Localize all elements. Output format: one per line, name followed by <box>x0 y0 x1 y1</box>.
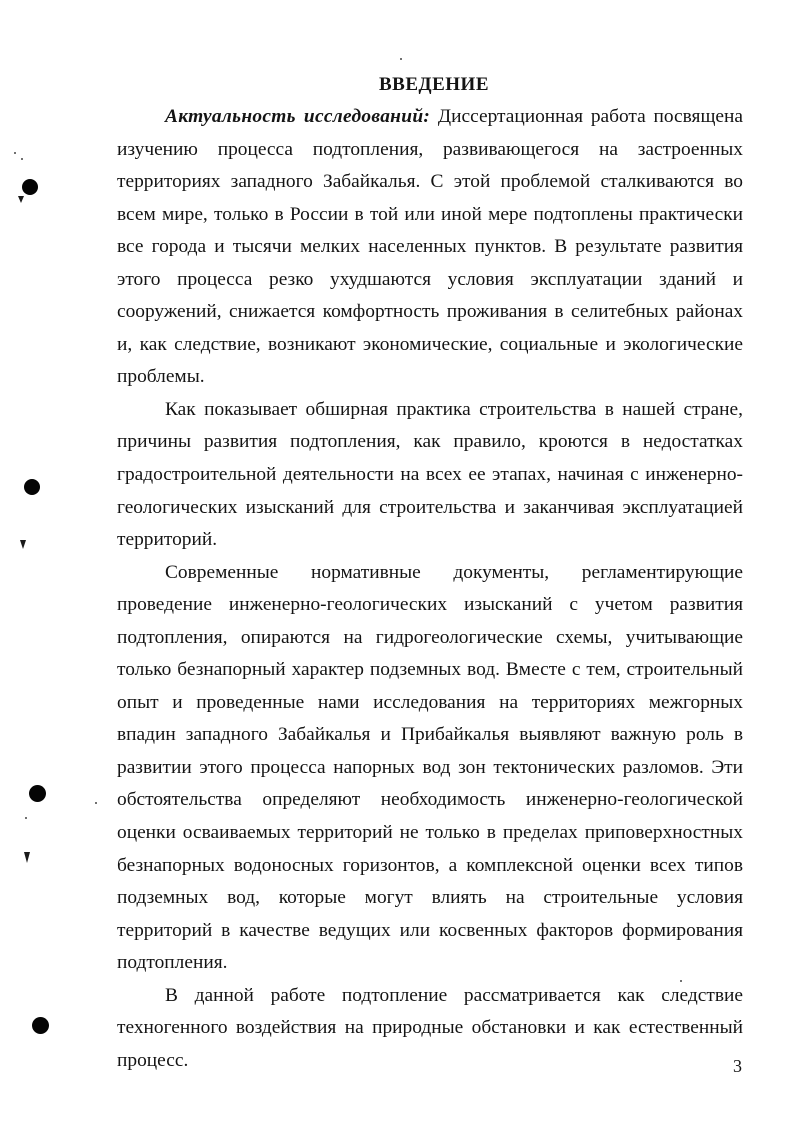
paragraph-regulations: Современные нормативные документы, регламентирующие проведение инженерно-геологических изысканий с учетом развития подтопления, опираются на гидрогеологические схемы, учитывающие только безнапорный характер подземных вод. Вместе с тем, строительный опыт и проведенные нами исследования на территориях межгорных впадин западного Забайкалья и Прибайкалья выявляют важную роль в развитии этого процесса напорных вод зон тектонических разломов. Эти обстоятельства определяют необходимость инженерно-геологической оценки осваиваемых территорий не только в пределах приповерхностных безнапорных водоносных горизонтов, а комплексной оценки всех типов подземных вод, которые могут влиять на строительные условия территорий в качестве ведущих или косвенных факторов формирования подтопления. <box>117 561 743 974</box>
scan-speck <box>21 158 23 160</box>
scan-speck <box>95 802 97 804</box>
scan-speck <box>14 152 16 154</box>
page-number: 3 <box>733 1056 742 1076</box>
paragraph-scope: В данной работе подтопление рассматривается как следствие техногенного воздействия на природные обстановки и как естественный процесс. <box>117 984 743 1071</box>
document-body <box>117 72 743 1077</box>
page-title: ВВЕДЕНИЕ <box>379 74 489 95</box>
scan-mark <box>24 852 30 863</box>
binding-hole-mark <box>22 179 38 195</box>
relevance-label: Актуальность исследований: <box>165 106 431 127</box>
paragraph-relevance <box>117 101 743 394</box>
binding-hole-mark <box>32 1017 49 1034</box>
binding-hole-mark <box>24 479 40 495</box>
paragraph-text: Диссертационная работа посвящена изучению процесса подтопления, развивающегося на застроенных территориях западного Забайкалья. С этой проблемой сталкиваются во всем мире, только в России в той или иной мере подтоплены практически все города и тысячи мелких населенных пунктов. В результате развития этого процесса резко ухудшаются условия эксплуатации зданий и сооружений, снижается комфортность проживания в селитебных районах и, как следствие, возникают экономические, социальные и экологические проблемы. <box>117 106 743 388</box>
scan-mark <box>20 540 26 549</box>
scan-speck <box>25 817 27 819</box>
scan-mark <box>18 196 24 203</box>
scan-speck <box>400 58 402 60</box>
binding-hole-mark <box>29 785 46 802</box>
paragraph-practice: Как показывает обширная практика строительства в нашей стране, причины развития подтопления, как правило, кроются в недостатках градостроительной деятельности на всех ее этапах, начиная с инженерно-геологических изысканий для строительства и заканчивая эксплуатацией территорий. <box>117 398 743 551</box>
